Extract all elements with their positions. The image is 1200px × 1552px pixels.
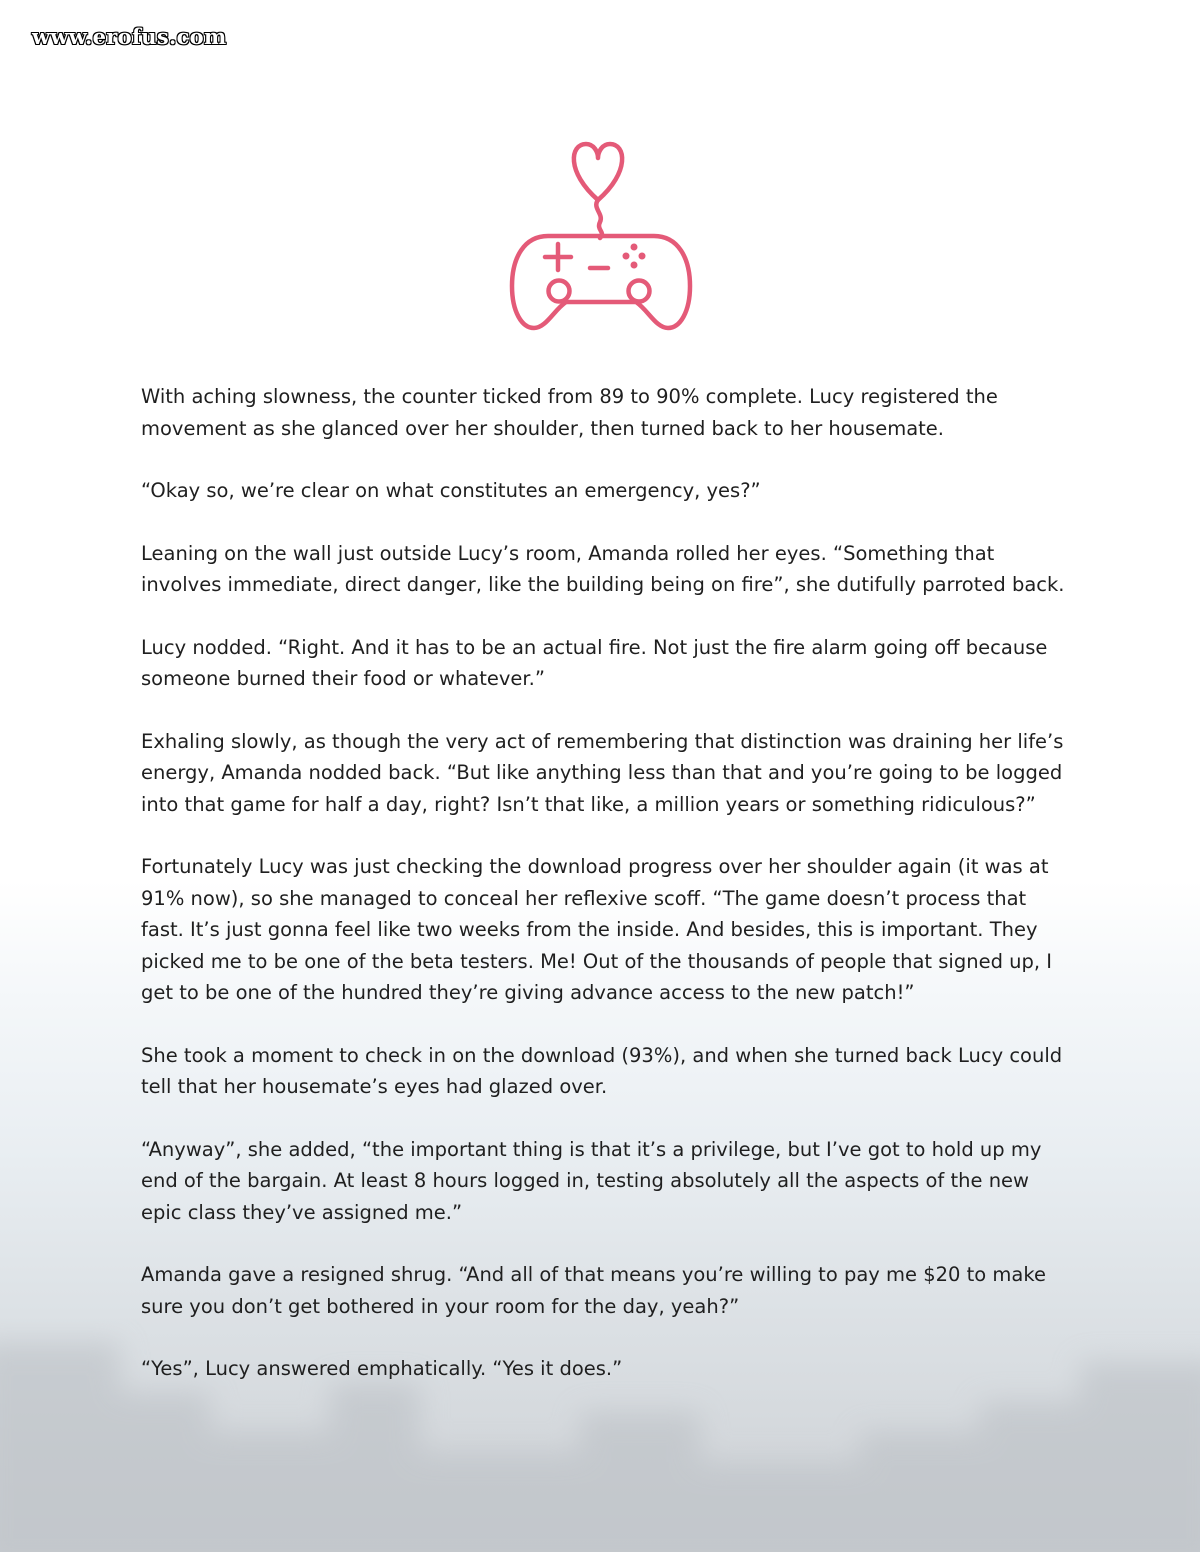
watermark-url: www.erofus.com (32, 24, 227, 49)
story-paragraph: Amanda gave a resigned shrug. “And all of that means you’re willing to pay me $20 to make sure you don’t get bothered in your room for the day, yeah?” (141, 1263, 1046, 1318)
story-paragraph: “Okay so, we’re clear on what constitutes an emergency, yes?” (141, 479, 761, 502)
story-paragraph: With aching slowness, the counter ticked from 89 to 90% complete. Lucy registered the movement as she glanced over her shoulder, then turned back to her housemate. (141, 385, 998, 440)
story-text (141, 381, 1071, 1416)
story-paragraph: Lucy nodded. “Right. And it has to be an actual fire. Not just the fire alarm going off because someone burned their food or whatever.” (141, 635, 1048, 690)
story-paragraph: Exhaling slowly, as though the very act of remembering that distinction was draining her life’s energy, Amanda nodded back. “But like anything less than that and you’re going to be logged into that game for half a day, right? Isn’t that like, a million years or something ridiculous?” (141, 729, 1064, 816)
story-paragraph: “Yes”, Lucy answered emphatically. “Yes it does.” (141, 1357, 623, 1380)
story-paragraph: Leaning on the wall just outside Lucy’s room, Amanda rolled her eyes. “Something that involves immediate, direct danger, like the building being on fire”, she dutifully parroted back. (141, 541, 1065, 596)
story-paragraph: Fortunately Lucy was just checking the download progress over her shoulder again (it was at 91% now), so she managed to conceal her reflexive scoff. “The game doesn’t process that fast. It’s just gonna feel like two weeks from the inside. And besides, this is important. They picked me to be one of the beta testers. Me! Out of the thousands of people that signed up, I get to be one of the hundred they’re giving advance access to the new patch!” (141, 855, 1053, 1004)
story-paragraph: “Anyway”, she added, “the important thing is that it’s a privilege, but I’ve got to hold up my end of the bargain. At least 8 hours logged in, testing absolutely all the aspects of the new epic class they’ve assigned me.” (141, 1137, 1042, 1224)
heart-gamepad-icon (508, 140, 694, 332)
story-paragraph: She took a moment to check in on the download (93%), and when she turned back Lucy could tell that her housemate’s eyes had glazed over. (141, 1043, 1063, 1098)
